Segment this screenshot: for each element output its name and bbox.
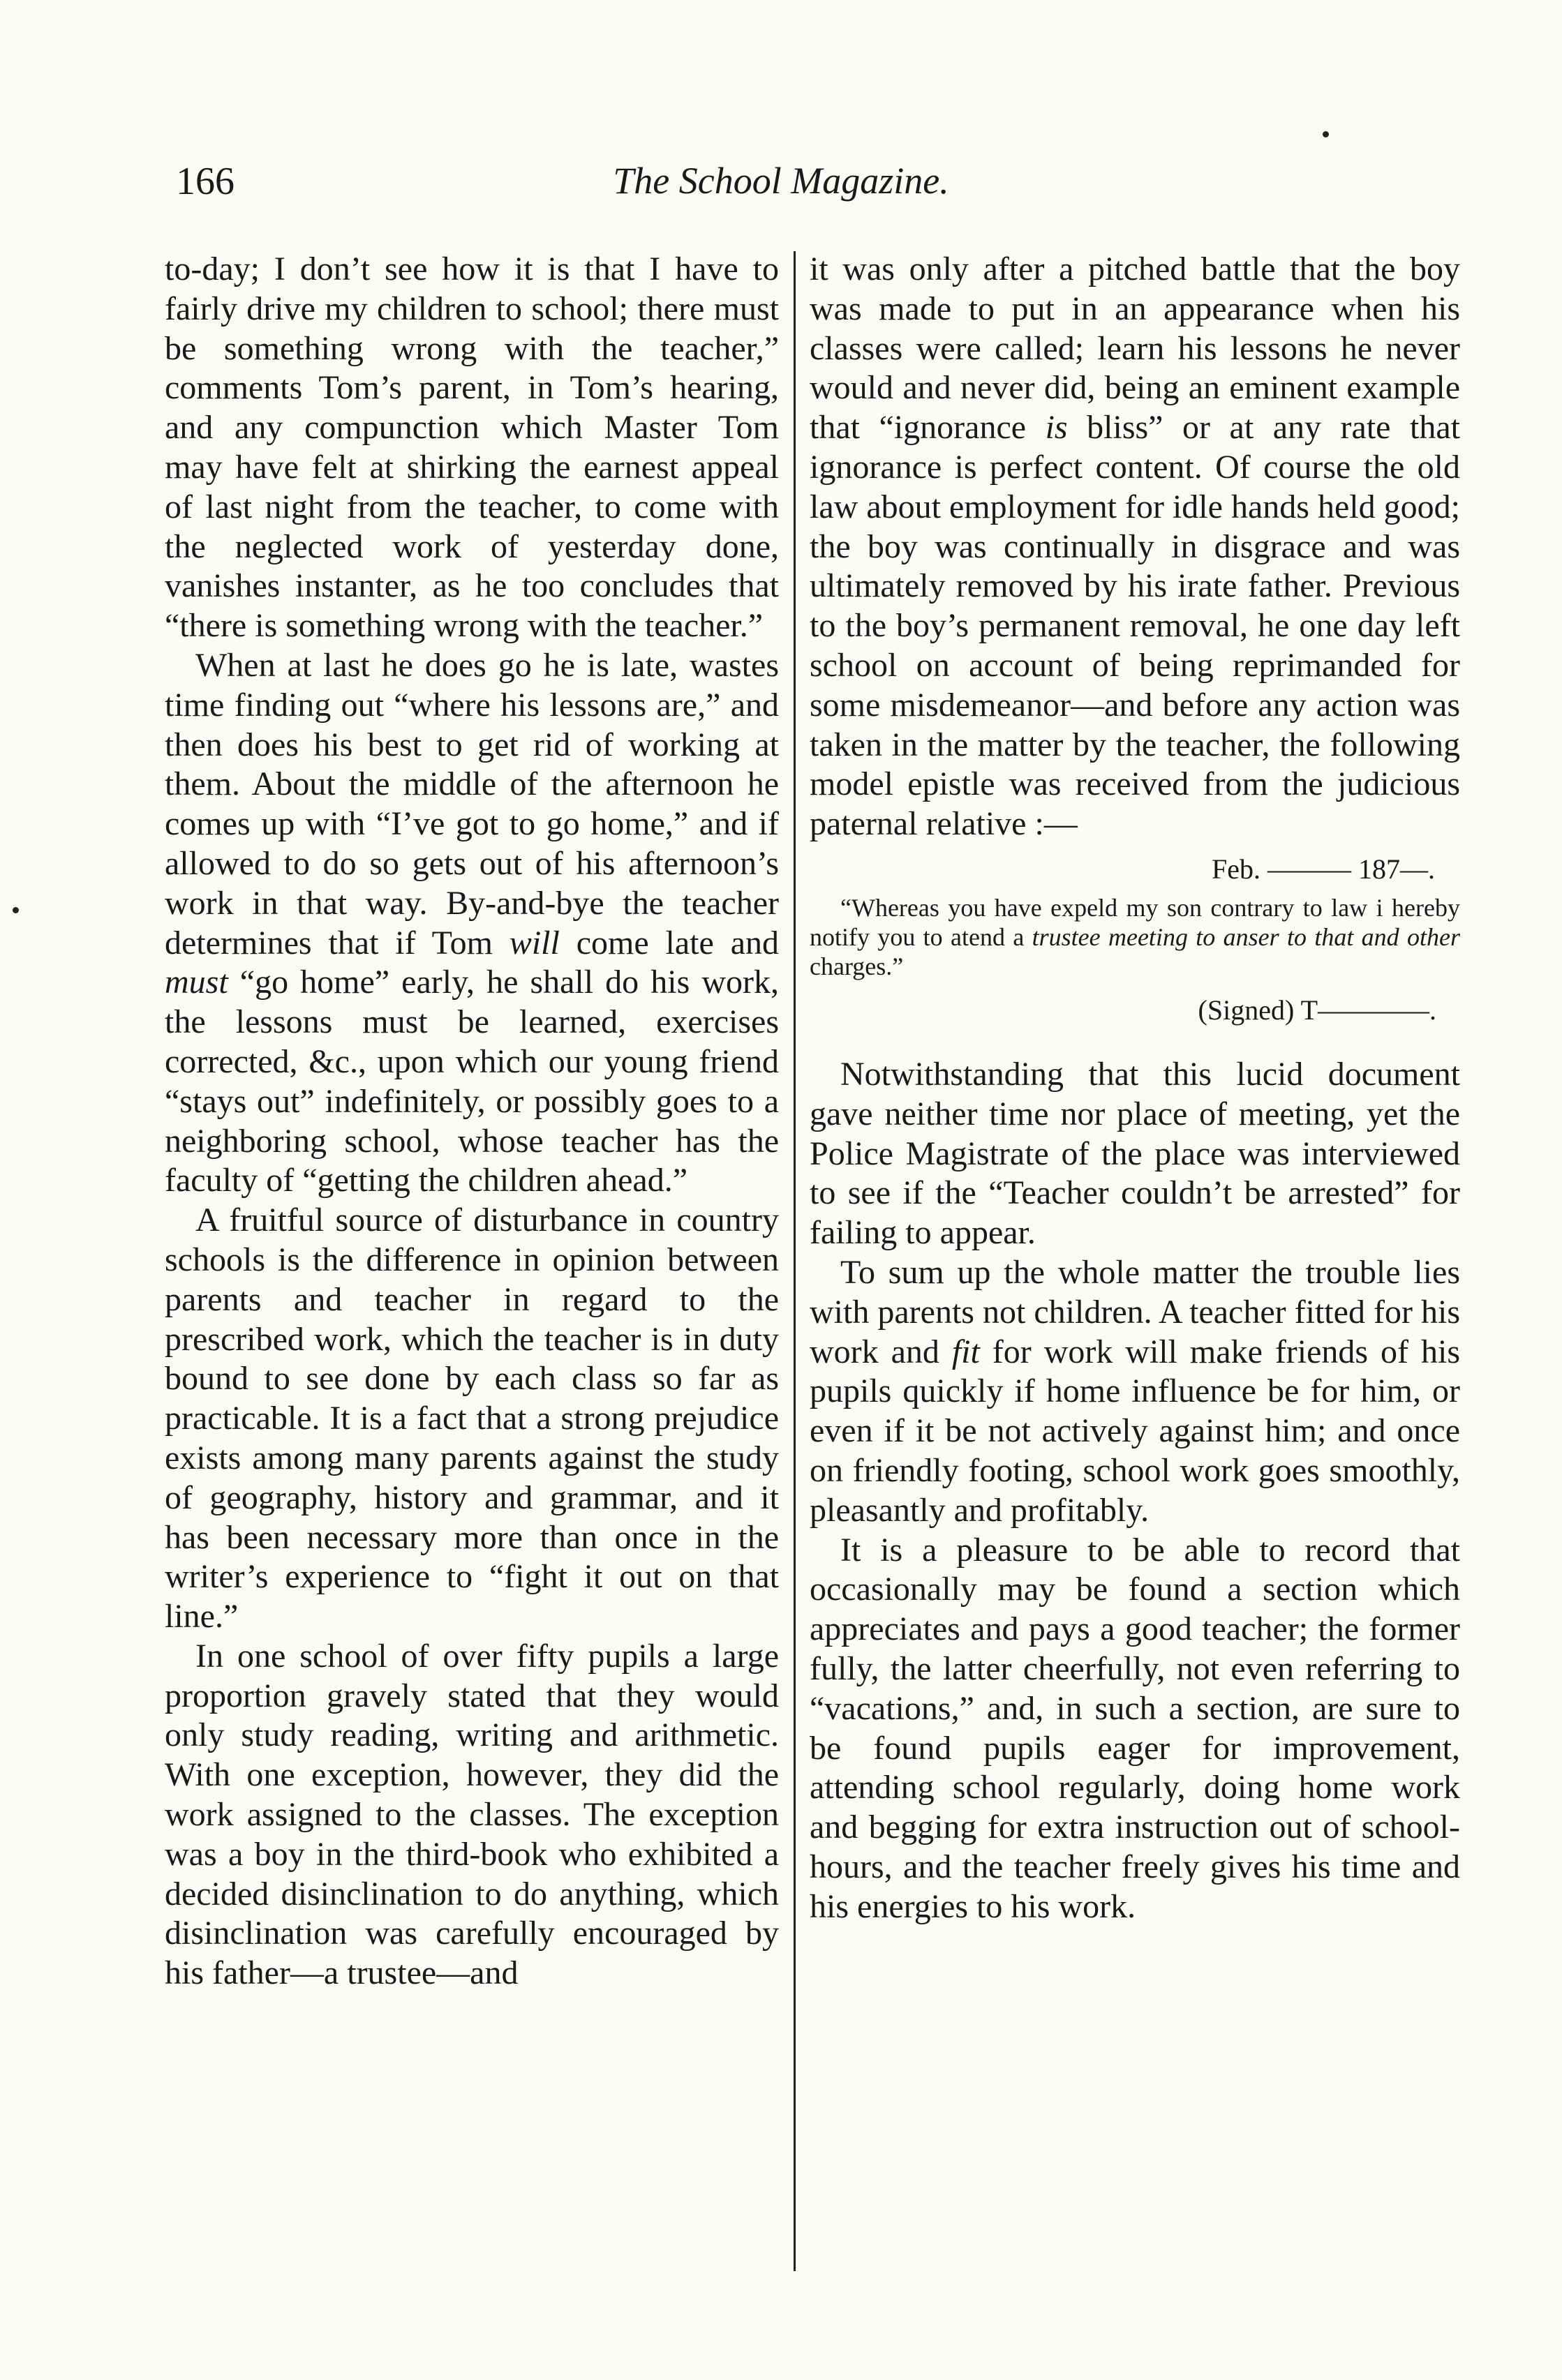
right-paragraph-3 xyxy=(810,1253,1460,1531)
right-paragraph-3-part-a: To sum up the whole matter the trouble lies with parents not children. A teacher fitted for his work and xyxy=(810,1253,1460,1370)
letter-italic: trustee meeting to anser to that and other xyxy=(1032,922,1460,951)
quoted-letter xyxy=(810,893,1460,981)
letter-signature: (Signed) T————. xyxy=(1198,994,1436,1026)
right-paragraph-1 xyxy=(810,250,1460,844)
right-paragraph-3-part-b: for work will make friends of his pupils quickly if home influence be for him, or even if it be not actively against him; and once on friendly footing, school work goes smoothly, pleasantly and profitably. xyxy=(810,1333,1460,1529)
emphasis-fit: fit xyxy=(951,1333,980,1370)
emphasis-must: must xyxy=(165,964,228,1001)
left-paragraph-2 xyxy=(165,646,779,1201)
right-column xyxy=(810,250,1460,1926)
letter-date: Feb. ——— 187—. xyxy=(1212,853,1435,885)
left-paragraph-1: to-day; I don’t see how it is that I have to fairly drive my children to school; there must be something wrong with the teacher,” comments Tom’s parent, in Tom’s hearing, and any compunction which Master Tom may have felt at shirking the earnest appeal of last night from the teacher, to come with the neglected work of yesterday done, vanishes instanter, as he too concludes that “there is something wrong with the teacher.” xyxy=(165,250,779,645)
print-speck-top-right xyxy=(1323,131,1329,137)
left-column xyxy=(165,250,779,1993)
emphasis-is: is xyxy=(1045,409,1068,447)
left-paragraph-3: A fruitful source of disturbance in country schools is the difference in opinion between parents and teacher in regard to the prescribed work, which the teacher is in duty bound to see done by each class so far as practicable. It is a fact that a strong prejudice exists among many parents against the study of geography, history and grammar, and it has been necessary more than once in the writer’s experience to “fight it out on that line.” xyxy=(165,1202,779,1636)
left-paragraph-2-part-a: When at last he does go he is late, wastes time finding out “where his lessons are,” and then does his best to get rid of working at them. About the middle of the afternoon he comes up with “I’ve got to go home,” and if allowed to do so gets out of his afternoon’s work in that way. By-and-bye the teacher determines that if Tom xyxy=(165,646,779,961)
running-title: The School Magazine. xyxy=(613,160,949,202)
right-paragraph-1-part-b: bliss” or at any rate that ignorance is perfect content. Of course the old law about employment for idle hands held good; the boy was continually in disgrace and was ultimately removed by his irate father. Previous to the boy’s permanent removal, he one day left school on account of being reprimanded for some misdemeanor—and before any action was taken in the matter by the teacher, the following model epistle was received from the judicious paternal relative :— xyxy=(810,409,1461,843)
letter-part-a: “Whereas you have expeld my son contrary to law i hereby notify you to atend a xyxy=(810,893,1460,951)
print-speck-left-margin xyxy=(13,907,19,913)
left-paragraph-4: In one school of over fifty pupils a large proportion gravely stated that they would only study reading, writing and arithmetic. With one exception, however, they did the work assigned to the classes. The exception was a boy in the third-book who exhibited a decided disinclination to do anything, which disinclination was carefully encouraged by his father—a trustee—and xyxy=(165,1637,779,1992)
letter-part-c: charges.” xyxy=(810,952,904,980)
emphasis-will: will xyxy=(509,924,560,961)
left-paragraph-2-part-b: come late and xyxy=(559,924,779,961)
right-paragraph-4: It is a pleasure to be able to record that occasionally may be found a section which appreciates and pays a good teacher; the former fully, the latter cheerfully, not even referring to “vacations,” and, in such a section, are sure to be found pupils eager for improvement, attending school regularly, doing home work and begging for extra instruction out of school-hours, and the teacher freely gives his time and his energies to his work. xyxy=(810,1531,1460,1925)
column-divider xyxy=(794,251,796,2271)
page-number: 166 xyxy=(176,160,235,203)
right-paragraph-1-part-a: it was only after a pitched battle that the boy was made to put in an appearance when his classes were called; learn his lessons he never would and never did, being an eminent example that “ignorance xyxy=(810,250,1460,447)
left-paragraph-2-part-c: “go home” early, he shall do his work, the lessons must be learned, exercises corrected, &c., upon which our young friend “stays out” indefinitely, or possibly goes to a neighboring school, whose teacher has the faculty of “getting the children ahead.” xyxy=(165,964,779,1199)
page-header xyxy=(0,159,1562,215)
right-paragraph-2: Notwithstanding that this lucid document gave neither time nor place of meeting, yet the Police Magistrate of the place was interviewed to see if the “Teacher couldn’t be arrested” for failing to appear. xyxy=(810,1055,1460,1252)
